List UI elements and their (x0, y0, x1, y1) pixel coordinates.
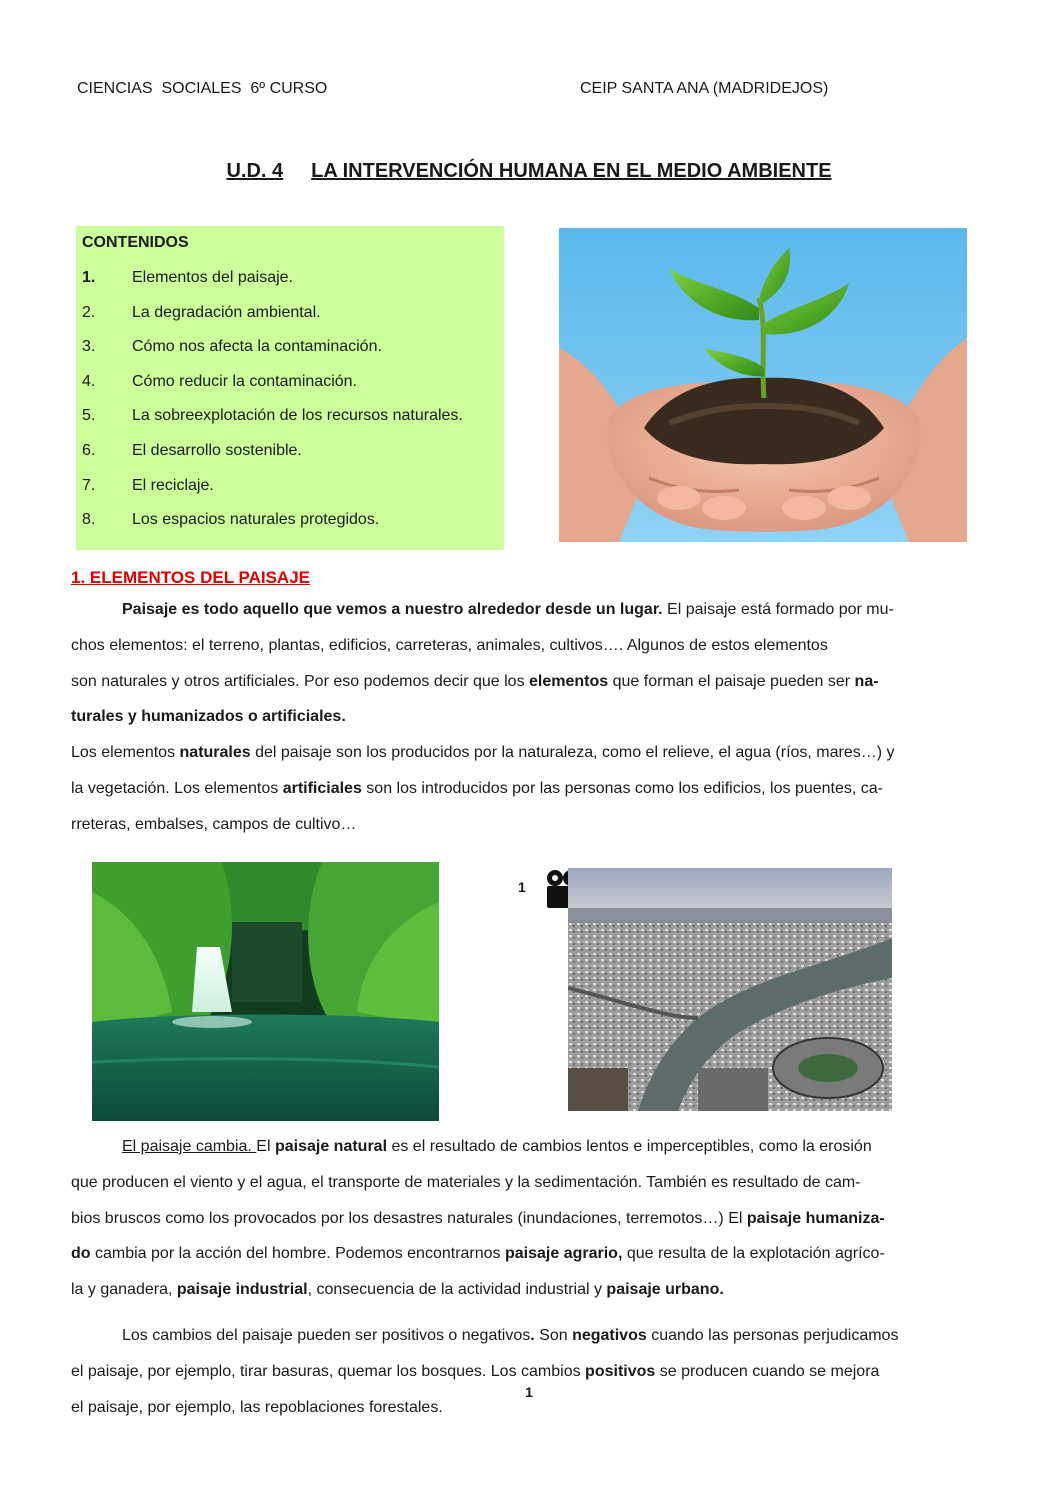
contents-item (82, 304, 498, 339)
section-heading: 1. ELEMENTOS DEL PAISAJE (71, 568, 311, 587)
bold-text: paisaje agrario, (505, 1245, 623, 1263)
unit-label: U.D. 4 (226, 160, 284, 182)
paragraph-line (71, 664, 976, 700)
page-number: 1 (525, 1384, 533, 1400)
text: El (256, 1138, 275, 1155)
text: es el resultado de cambios lentos e imperceptibles, como la erosión (387, 1138, 872, 1155)
underlined-text: El paisaje cambia. (122, 1138, 257, 1155)
natural-landscape-image (92, 862, 439, 1121)
text: Los elementos (71, 744, 180, 762)
text: bios bruscos como los provocados por los desastres naturales (inundaciones, terremotos…) El (71, 1209, 747, 1227)
contents-item-label: La degradación ambiental. (132, 303, 321, 321)
contents-item-number: 3. (82, 338, 96, 356)
text: cuando las personas perjudicamos (646, 1327, 899, 1344)
text: la vegetación. Los elementos (71, 779, 283, 797)
text: , consecuencia de la actividad industrial y (307, 1281, 607, 1299)
contents-item (82, 442, 498, 477)
paragraph-line (71, 1236, 976, 1272)
paragraph-line (71, 1318, 976, 1354)
text: son los introducidos por las personas como los edificios, los puentes, ca- (361, 779, 883, 797)
paragraph-line (71, 1272, 976, 1308)
contents-item-number: 4. (82, 372, 96, 390)
contents-box (76, 226, 504, 550)
paragraph-line (71, 771, 976, 807)
contents-item (82, 511, 498, 546)
contents-item-number: 5. (82, 407, 96, 425)
text: Los cambios del paisaje pueden ser positivos o negativos (122, 1327, 531, 1344)
text: la y ganadera, (71, 1281, 177, 1299)
text: que forman el paisaje pueden ser (608, 672, 855, 690)
bold-text: na- (854, 672, 879, 690)
contents-item-number: 2. (82, 303, 96, 321)
contents-item-number: 1. (82, 269, 96, 286)
bold-text: turales y humanizados o artificiales. (71, 708, 346, 726)
bold-text: paisaje humaniza- (746, 1209, 885, 1227)
text: Son (534, 1327, 573, 1344)
paragraph-line: rreteras, embalses, campos de cultivo… (71, 815, 357, 833)
bold-text: elementos (529, 672, 609, 690)
text: son naturales y otros artificiales. Por eso podemos decir que los (71, 672, 530, 690)
title-text: LA INTERVENCIÓN HUMANA EN EL MEDIO AMBIENTE (311, 160, 832, 182)
plant-in-hands-image (559, 228, 967, 542)
header-subject: CIENCIAS SOCIALES 6º CURSO (77, 80, 328, 97)
text: que resulta de la explotación agríco- (622, 1245, 885, 1263)
contents-item-label: El desarrollo sostenible. (132, 441, 302, 459)
text: se producen cuando se mejora (655, 1362, 880, 1380)
bold-text: artificiales (282, 779, 362, 797)
contents-item-label: La sobreexplotación de los recursos naturales. (132, 407, 463, 425)
paragraph-line (71, 592, 976, 628)
bold-text: . (530, 1327, 535, 1344)
contents-item (82, 407, 498, 442)
paragraph-line (71, 735, 976, 771)
text: cambia por la acción del hombre. Podemos encontrarnos (90, 1245, 505, 1263)
contents-item (82, 269, 498, 304)
contents-item-label: Los espacios naturales protegidos. (132, 511, 380, 529)
page-title (0, 160, 1058, 183)
figure-number: 1 (518, 879, 526, 895)
paragraph-line (71, 1201, 976, 1237)
bold-text: paisaje natural (274, 1138, 388, 1155)
contents-item (82, 338, 498, 373)
bold-text: negativos (572, 1327, 647, 1344)
contents-item-number: 8. (82, 511, 96, 529)
text: El paisaje está formado por mu- (662, 601, 894, 618)
contents-item (82, 477, 498, 512)
paragraph-line: que producen el viento y el agua, el transporte de materiales y la sedimentación. También es resultado de cam- (71, 1173, 861, 1191)
paragraph-landscape-change (71, 1129, 976, 1308)
paragraph-line: el paisaje, por ejemplo, las repoblaciones forestales. (71, 1398, 443, 1416)
humanized-landscape-image (568, 868, 892, 1111)
contents-item (82, 373, 498, 408)
header-school: CEIP SANTA ANA (MADRIDEJOS) (580, 80, 829, 97)
bold-text: paisaje urbano. (606, 1281, 724, 1299)
contents-heading: CONTENIDOS (82, 234, 189, 251)
contents-item-label: Cómo reducir la contaminación. (132, 372, 357, 390)
bold-text: naturales (179, 744, 251, 762)
contents-item-label: Cómo nos afecta la contaminación. (132, 338, 382, 356)
paragraph-line: chos elementos: el terreno, plantas, edificios, carreteras, animales, cultivos…. Algunos de estos elementos (71, 636, 828, 654)
paragraph-line (71, 1129, 976, 1165)
bold-text: paisaje industrial (176, 1281, 308, 1299)
bold-text: Paisaje es todo aquello que vemos a nuestro alrededor desde un lugar. (122, 601, 663, 618)
paragraph-line (71, 699, 976, 735)
paragraph-landscape-definition (71, 592, 976, 843)
contents-item-label: Elementos del paisaje. (132, 269, 293, 286)
contents-item-number: 7. (82, 476, 96, 494)
contents-item-number: 6. (82, 441, 96, 459)
text: del paisaje son los producidos por la naturaleza, como el relieve, el agua (ríos, mares…) y (250, 744, 895, 762)
text: el paisaje, por ejemplo, tirar basuras, quemar los bosques. Los cambios (71, 1362, 586, 1380)
contents-item-label: El reciclaje. (132, 476, 214, 494)
bold-text: do (71, 1245, 91, 1263)
paragraph-positive-negative (71, 1318, 976, 1425)
bold-text: positivos (585, 1362, 656, 1380)
